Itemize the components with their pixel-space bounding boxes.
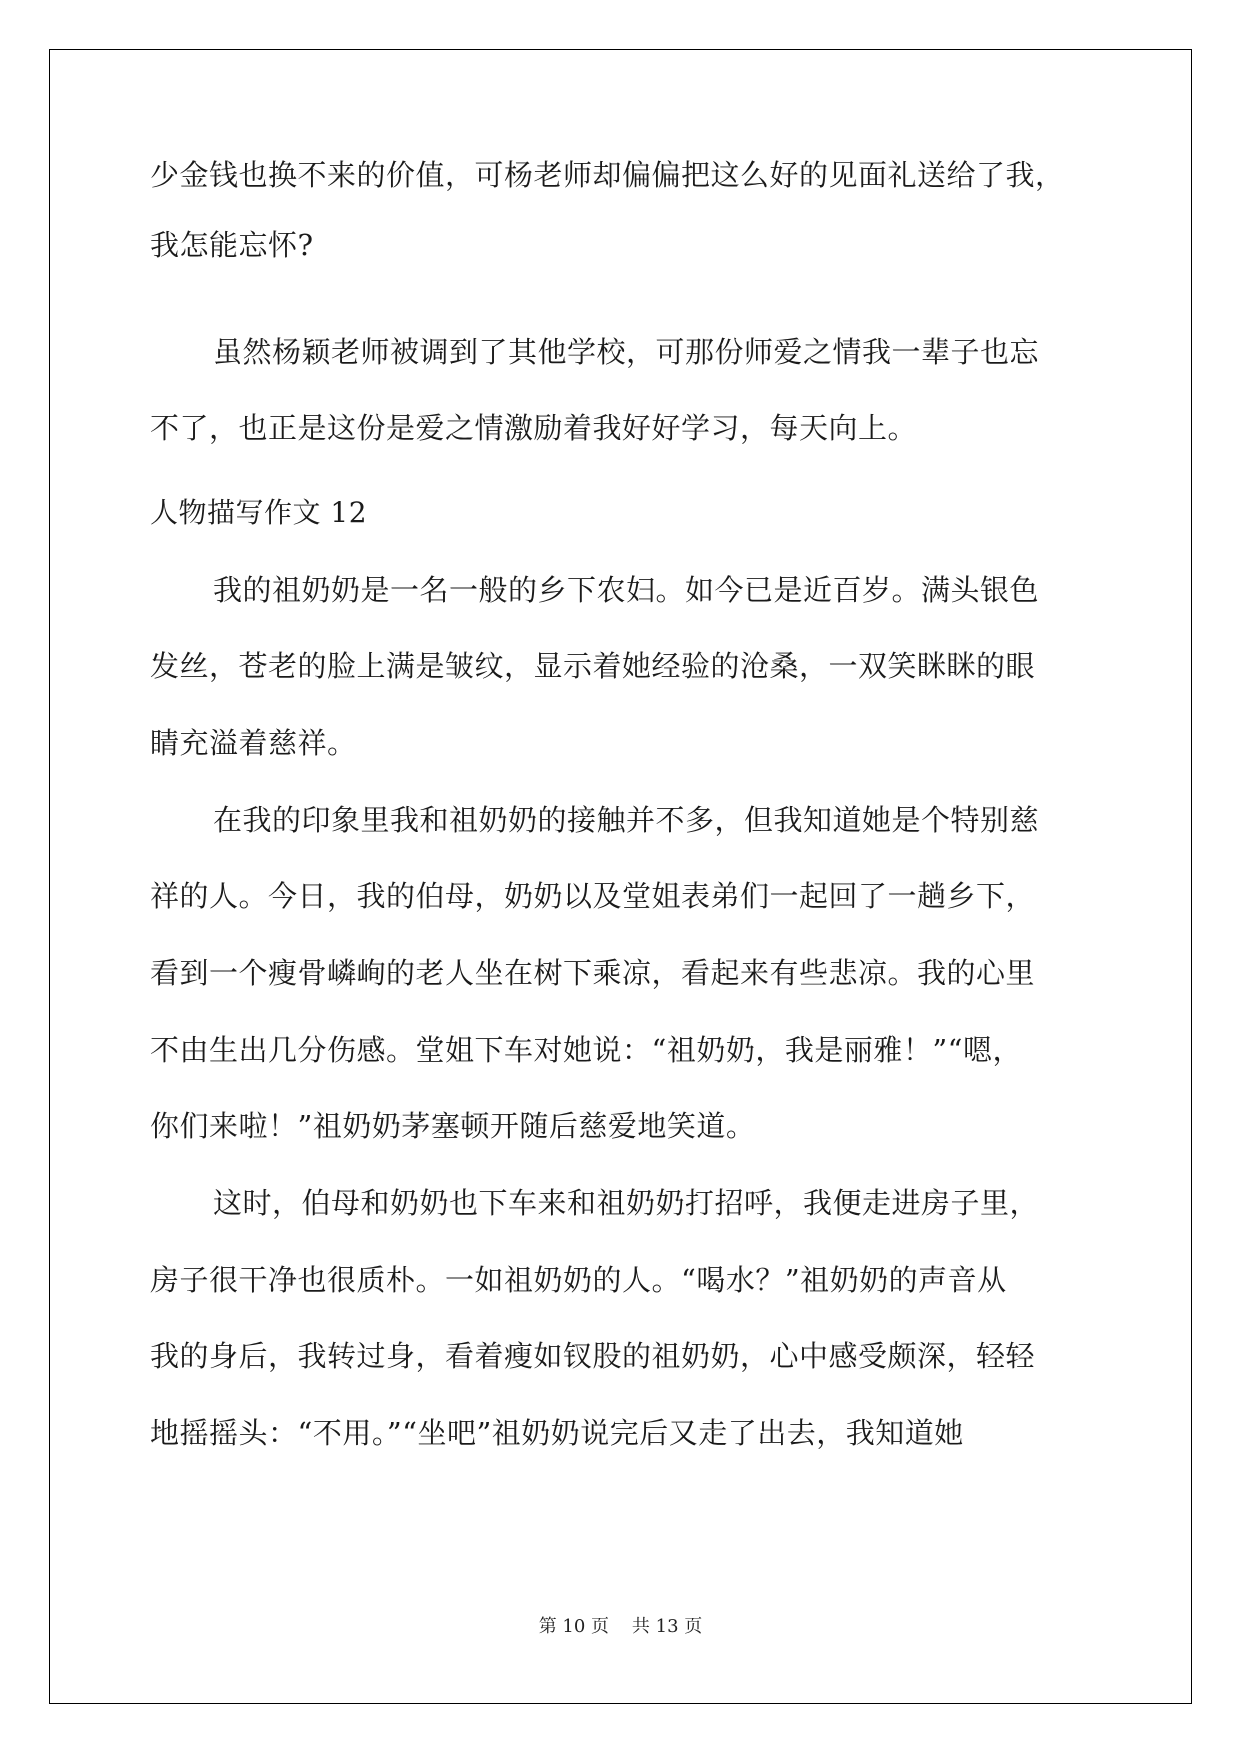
- section-heading: 人物描写作文 12: [150, 496, 368, 529]
- paragraph-line: 我的祖奶奶是一名一般的乡下农妇。如今已是近百岁。满头银色: [213, 573, 1040, 607]
- paragraph-line: 我的身后，我转过身，看着瘦如钗股的祖奶奶，心中感受颇深，轻轻: [150, 1339, 1036, 1373]
- paragraph-line: 我怎能忘怀?: [150, 228, 314, 262]
- page-number: 第 10 页 共 13 页: [538, 1616, 703, 1637]
- paragraph-line: 不了，也正是这份是爱之情激励着我好好学习，每天向上。: [150, 411, 918, 445]
- paragraph-line: 祥的人。今日，我的伯母，奶奶以及堂姐表弟们一起回了一趟乡下，: [150, 879, 1036, 913]
- paragraph-line: 你们来啦！”祖奶奶茅塞顿开随后慈爱地笑道。: [150, 1109, 756, 1143]
- page-footer: [0, 1615, 1241, 1639]
- paragraph-line: 不由生出几分伤感。堂姐下车对她说：“祖奶奶，我是丽雅！”“嗯，: [150, 1033, 1022, 1067]
- paragraph-line: 地摇摇头：“不用。”“坐吧”祖奶奶说完后又走了出去，我知道她: [150, 1416, 964, 1450]
- text-line: 少金钱也换不来的价值，可杨老师却偏偏把这么好的见面礼送给了我，: [150, 158, 1065, 192]
- paragraph-line: 这时，伯母和奶奶也下车来和祖奶奶打招呼，我便走进房子里，: [213, 1186, 1040, 1220]
- paragraph-line: 在我的印象里我和祖奶奶的接触并不多，但我知道她是个特别慈: [213, 803, 1040, 837]
- paragraph-line: [150, 157, 1095, 193]
- paragraph-line: 虽然杨颖老师被调到了其他学校，可那份师爱之情我一辈子也忘: [213, 335, 1040, 369]
- paragraph-line: 看到一个瘦骨嶙峋的老人坐在树下乘凉，看起来有些悲凉。我的心里: [150, 956, 1036, 990]
- page-border: [49, 49, 1192, 1704]
- paragraph-line: 睛充溢着慈祥。: [150, 726, 357, 760]
- paragraph-line: 房子很干净也很质朴。一如祖奶奶的人。“喝水？”祖奶奶的声音从: [150, 1263, 1007, 1297]
- paragraph-line: 发丝，苍老的脸上满是皱纹，显示着她经验的沧桑，一双笑眯眯的眼: [150, 649, 1036, 683]
